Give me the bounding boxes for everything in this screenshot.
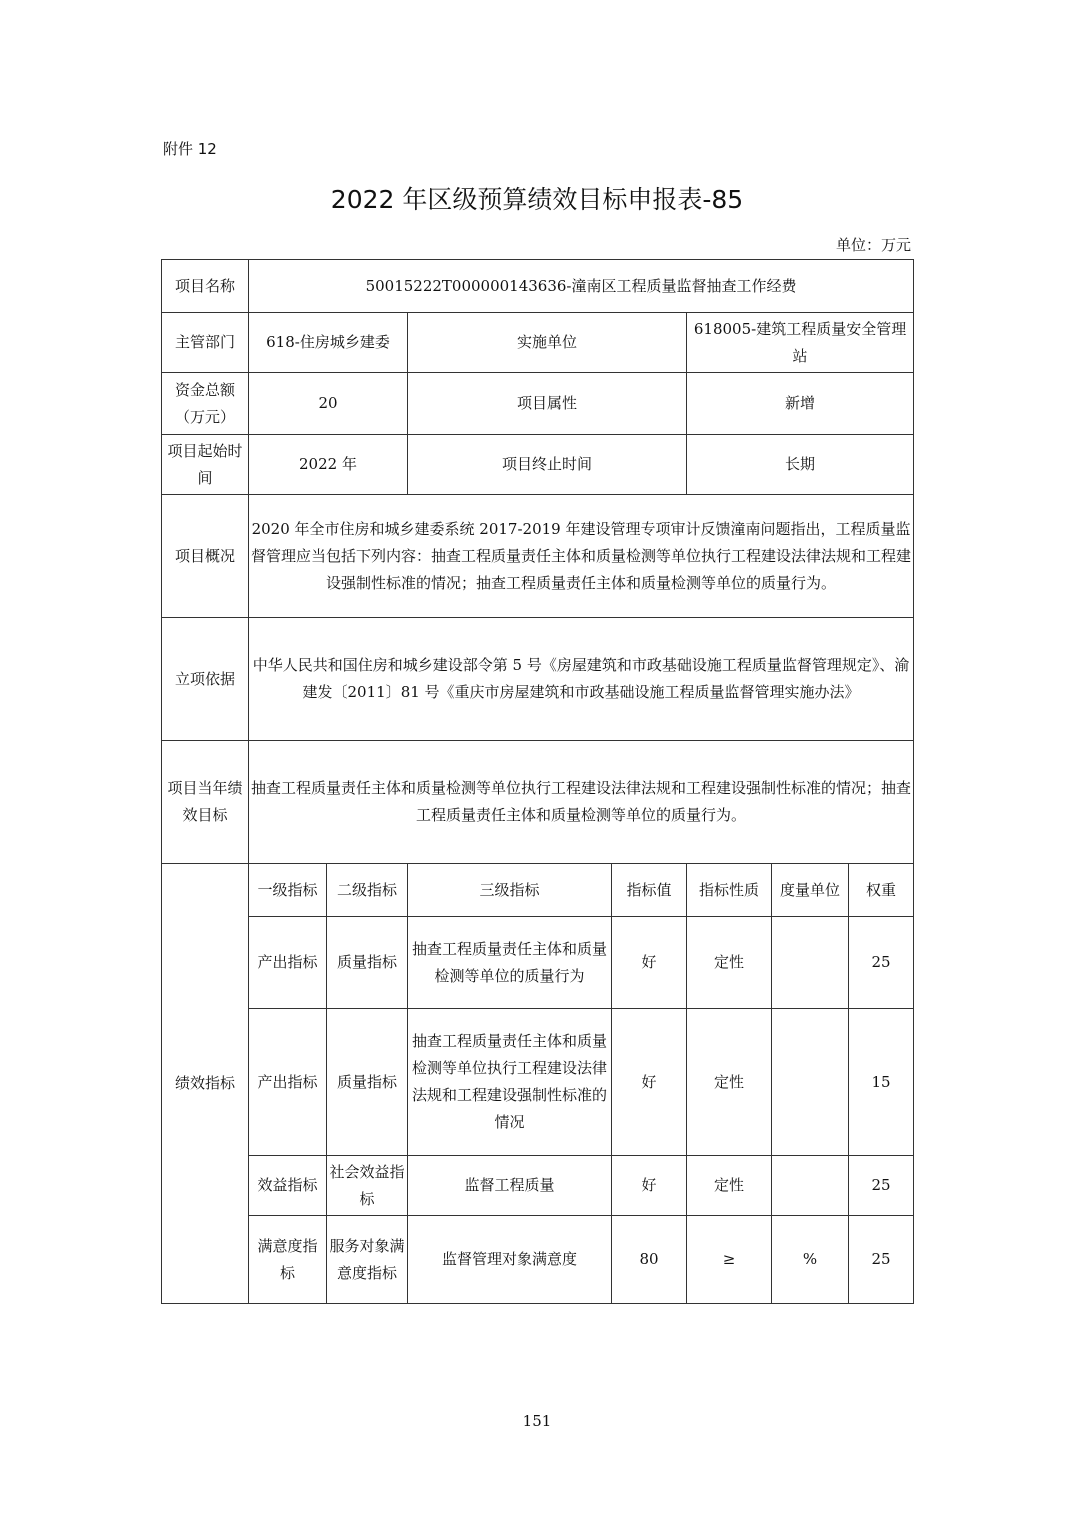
page-number: 151 [522,1412,552,1430]
indicator-level2: 质量指标 [327,917,408,1009]
basis-label: 立项依据 [162,618,249,741]
table-row [162,1216,914,1304]
overview-label: 项目概况 [162,495,249,618]
header-level2: 二级指标 [327,864,408,917]
row-time [162,435,914,495]
table-row [162,1156,914,1216]
table-row [162,1009,914,1156]
indicator-value: 好 [612,1009,687,1156]
indicator-level2: 社会效益指标 [327,1156,408,1216]
indicator-level3: 抽查工程质量责任主体和质量检测等单位执行工程建设法律法规和工程建设强制性标准的情况 [408,1009,612,1156]
indicator-unit [772,917,849,1009]
impl-value: 618005-建筑工程质量安全管理站 [687,313,914,373]
indicator-header-row [162,864,914,917]
end-label: 项目终止时间 [408,435,687,495]
indicator-nature: 定性 [687,917,772,1009]
row-fund [162,373,914,435]
indicator-weight: 25 [849,1156,914,1216]
indicator-value: 好 [612,917,687,1009]
dept-label: 主管部门 [162,313,249,373]
row-project-name [162,260,914,313]
indicator-level1: 产出指标 [249,1009,327,1156]
indicator-level1: 效益指标 [249,1156,327,1216]
indicator-level1: 满意度指标 [249,1216,327,1304]
start-label: 项目起始时间 [162,435,249,495]
indicator-level3: 抽查工程质量责任主体和质量检测等单位的质量行为 [408,917,612,1009]
row-goal [162,741,914,864]
indicator-nature: ≥ [687,1216,772,1304]
goal-label: 项目当年绩效目标 [162,741,249,864]
basis-value: 中华人民共和国住房和城乡建设部令第 5 号《房屋建筑和市政基础设施工程质量监督管理规定》、渝建发〔2011〕81 号《重庆市房屋建筑和市政基础设施工程质量监督管理实施办法》 [249,618,914,741]
project-name-label: 项目名称 [162,260,249,313]
unit-label: 单位：万元 [835,236,911,254]
indicator-unit: % [772,1216,849,1304]
indicator-unit [772,1009,849,1156]
indicator-weight: 25 [849,1216,914,1304]
attachment-label: 附件 12 [163,140,217,158]
attr-label: 项目属性 [408,373,687,435]
table-row [162,917,914,1009]
row-overview [162,495,914,618]
indicator-level3: 监督工程质量 [408,1156,612,1216]
indicator-value: 好 [612,1156,687,1216]
header-value: 指标值 [612,864,687,917]
indicator-level2: 服务对象满意度指标 [327,1216,408,1304]
dept-value: 618-住房城乡建委 [249,313,408,373]
fund-value: 20 [249,373,408,435]
overview-value: 2020 年全市住房和城乡建委系统 2017-2019 年建设管理专项审计反馈潼南问题指出，工程质量监督管理应当包括下列内容：抽查工程质量责任主体和质量检测等单位执行工程建设法律法规和工程建设强制性标准的情况；抽查工程质量责任主体和质量检测等单位的质量行为。 [249,495,914,618]
header-level3: 三级指标 [408,864,612,917]
indicator-weight: 15 [849,1009,914,1156]
row-basis [162,618,914,741]
page-title: 2022 年区级预算绩效目标申报表-85 [330,185,744,214]
attr-value: 新增 [687,373,914,435]
impl-label: 实施单位 [408,313,687,373]
project-name-value: 50015222T000000143636-潼南区工程质量监督抽查工作经费 [249,260,914,313]
fund-label: 资金总额（万元） [162,373,249,435]
header-unit: 度量单位 [772,864,849,917]
indicator-weight: 25 [849,917,914,1009]
performance-table [161,259,914,1304]
row-department [162,313,914,373]
indicators-section-label: 绩效指标 [162,864,249,1304]
indicator-unit [772,1156,849,1216]
end-value: 长期 [687,435,914,495]
indicator-nature: 定性 [687,1009,772,1156]
indicator-nature: 定性 [687,1156,772,1216]
header-weight: 权重 [849,864,914,917]
goal-value: 抽查工程质量责任主体和质量检测等单位执行工程建设法律法规和工程建设强制性标准的情况；抽查工程质量责任主体和质量检测等单位的质量行为。 [249,741,914,864]
indicator-value: 80 [612,1216,687,1304]
indicator-level2: 质量指标 [327,1009,408,1156]
start-value: 2022 年 [249,435,408,495]
indicator-level1: 产出指标 [249,917,327,1009]
header-nature: 指标性质 [687,864,772,917]
indicator-level3: 监督管理对象满意度 [408,1216,612,1304]
header-level1: 一级指标 [249,864,327,917]
